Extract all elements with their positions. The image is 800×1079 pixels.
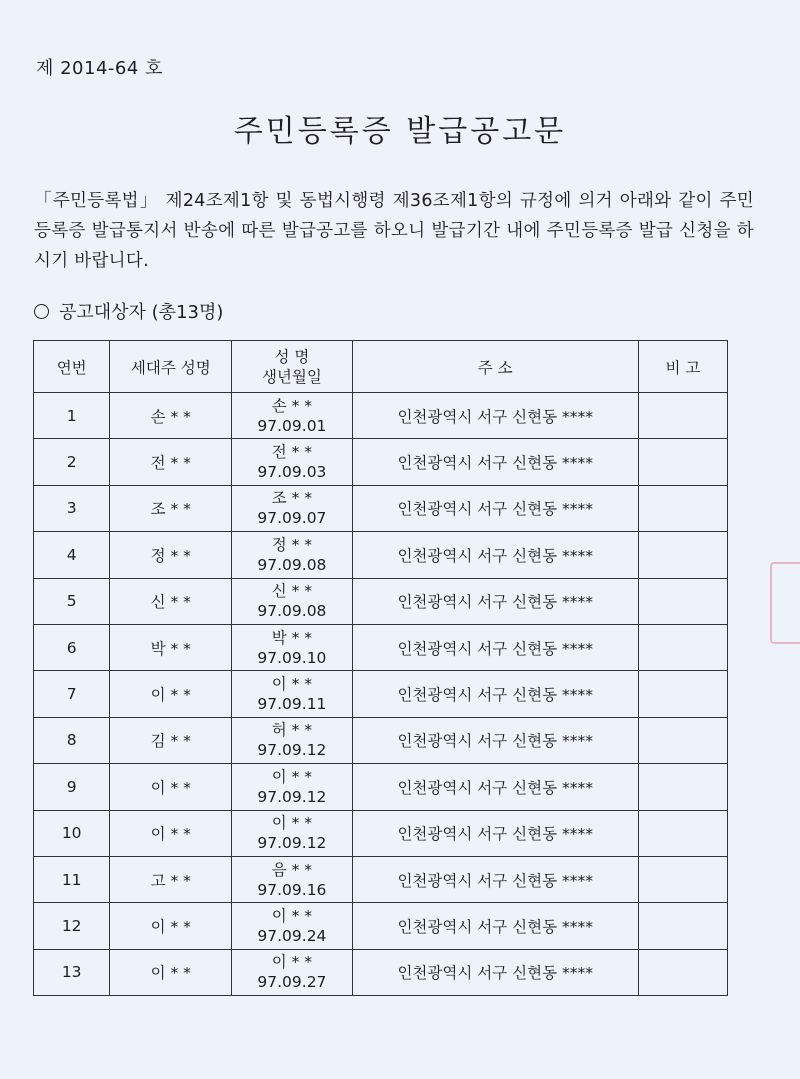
cell-name-birth <box>232 856 352 902</box>
cell-address: 인천광역시 서구 신현동 **** <box>352 671 638 717</box>
header-address: 주 소 <box>352 341 638 393</box>
cell-birth: 97.09.08 <box>257 555 327 574</box>
cell-note <box>638 532 727 578</box>
seal-stamp-mark <box>770 562 800 644</box>
cell-name-birth <box>232 624 352 670</box>
header-note: 비 고 <box>638 341 727 393</box>
table-row <box>34 764 728 810</box>
cell-birth: 97.09.12 <box>257 787 327 806</box>
header-household-head: 세대주 성명 <box>110 341 232 393</box>
cell-name: 허 * * <box>271 721 313 740</box>
cell-address: 인천광역시 서구 신현동 **** <box>352 903 638 949</box>
cell-household-head: 이 * * <box>110 671 232 717</box>
section-heading <box>34 298 223 324</box>
cell-name: 이 * * <box>271 675 313 694</box>
header-birth: 생년월일 <box>261 367 322 386</box>
cell-name: 박 * * <box>271 628 313 647</box>
table-row <box>34 532 728 578</box>
cell-address: 인천광역시 서구 신현동 **** <box>352 578 638 624</box>
cell-no: 5 <box>34 578 110 624</box>
table-body <box>34 393 728 996</box>
cell-name-birth <box>232 485 352 531</box>
cell-name: 정 * * <box>271 535 313 554</box>
table-row <box>34 439 728 485</box>
cell-no: 10 <box>34 810 110 856</box>
cell-birth: 97.09.11 <box>257 695 327 714</box>
cell-address: 인천광역시 서구 신현동 **** <box>352 717 638 763</box>
cell-note <box>638 764 727 810</box>
cell-address: 인천광역시 서구 신현동 **** <box>352 949 638 995</box>
cell-note <box>638 717 727 763</box>
header-name: 성 명 <box>274 347 310 366</box>
cell-household-head: 손 * * <box>110 393 232 439</box>
cell-address: 인천광역시 서구 신현동 **** <box>352 439 638 485</box>
cell-name: 이 * * <box>271 767 313 786</box>
cell-note <box>638 439 727 485</box>
cell-address: 인천광역시 서구 신현동 **** <box>352 485 638 531</box>
circle-bullet-icon <box>34 304 49 319</box>
recipients-table <box>33 340 728 996</box>
section-heading-text: 공고대상자 (총13명) <box>59 302 224 323</box>
cell-household-head: 고 * * <box>110 856 232 902</box>
cell-name: 이 * * <box>271 953 313 972</box>
table-row <box>34 856 728 902</box>
table-row <box>34 393 728 439</box>
cell-name: 음 * * <box>271 860 313 879</box>
cell-birth: 97.09.16 <box>257 880 327 899</box>
intro-paragraph: 「주민등록법」 제24조제1항 및 동법시행령 제36조제1항의 규정에 의거 아래와 같이 주민등록증 발급통지서 반송에 따른 발급공고를 하오니 발급기간 내에 주민등록증 발급 신청을 하시기 바랍니다. <box>34 191 754 271</box>
document-title: 주민등록증 발급공고문 <box>233 114 567 149</box>
cell-address: 인천광역시 서구 신현동 **** <box>352 393 638 439</box>
cell-name: 신 * * <box>271 582 313 601</box>
cell-name-birth <box>232 903 352 949</box>
cell-birth: 97.09.27 <box>257 973 327 992</box>
cell-household-head: 박 * * <box>110 624 232 670</box>
cell-birth: 97.09.08 <box>257 602 327 621</box>
cell-household-head: 조 * * <box>110 485 232 531</box>
cell-no: 7 <box>34 671 110 717</box>
cell-household-head: 김 * * <box>110 717 232 763</box>
table-row <box>34 717 728 763</box>
cell-name: 손 * * <box>271 396 313 415</box>
cell-household-head: 신 * * <box>110 578 232 624</box>
table-row <box>34 810 728 856</box>
table-row <box>34 671 728 717</box>
cell-name-birth <box>232 439 352 485</box>
cell-note <box>638 485 727 531</box>
cell-no: 6 <box>34 624 110 670</box>
cell-name: 이 * * <box>271 814 313 833</box>
cell-birth: 97.09.12 <box>257 741 327 760</box>
table-row <box>34 624 728 670</box>
cell-note <box>638 856 727 902</box>
cell-birth: 97.09.10 <box>257 648 327 667</box>
cell-no: 4 <box>34 532 110 578</box>
cell-name: 전 * * <box>271 443 313 462</box>
cell-birth: 97.09.01 <box>257 416 327 435</box>
table-row <box>34 903 728 949</box>
table-row <box>34 578 728 624</box>
cell-name-birth <box>232 671 352 717</box>
cell-household-head: 이 * * <box>110 903 232 949</box>
cell-no: 3 <box>34 485 110 531</box>
cell-no: 8 <box>34 717 110 763</box>
cell-no: 1 <box>34 393 110 439</box>
cell-household-head: 이 * * <box>110 810 232 856</box>
header-no: 연번 <box>34 341 110 393</box>
cell-name-birth <box>232 949 352 995</box>
cell-household-head: 전 * * <box>110 439 232 485</box>
cell-birth: 97.09.03 <box>257 463 327 482</box>
cell-address: 인천광역시 서구 신현동 **** <box>352 764 638 810</box>
cell-note <box>638 949 727 995</box>
cell-no: 2 <box>34 439 110 485</box>
cell-note <box>638 810 727 856</box>
cell-note <box>638 393 727 439</box>
cell-name-birth <box>232 810 352 856</box>
cell-name: 조 * * <box>271 489 313 508</box>
cell-note <box>638 903 727 949</box>
cell-household-head: 정 * * <box>110 532 232 578</box>
cell-name-birth <box>232 717 352 763</box>
cell-no: 11 <box>34 856 110 902</box>
cell-household-head: 이 * * <box>110 764 232 810</box>
cell-address: 인천광역시 서구 신현동 **** <box>352 856 638 902</box>
cell-no: 12 <box>34 903 110 949</box>
cell-no: 9 <box>34 764 110 810</box>
cell-note <box>638 624 727 670</box>
cell-name: 이 * * <box>271 906 313 925</box>
cell-address: 인천광역시 서구 신현동 **** <box>352 624 638 670</box>
cell-birth: 97.09.07 <box>257 509 327 528</box>
cell-name-birth <box>232 578 352 624</box>
cell-name-birth <box>232 764 352 810</box>
cell-name-birth <box>232 393 352 439</box>
cell-birth: 97.09.24 <box>257 926 327 945</box>
cell-household-head: 이 * * <box>110 949 232 995</box>
cell-address: 인천광역시 서구 신현동 **** <box>352 532 638 578</box>
cell-note <box>638 671 727 717</box>
cell-no: 13 <box>34 949 110 995</box>
table-header-row <box>34 341 728 393</box>
table-row <box>34 485 728 531</box>
table-row <box>34 949 728 995</box>
cell-address: 인천광역시 서구 신현동 **** <box>352 810 638 856</box>
cell-birth: 97.09.12 <box>257 834 327 853</box>
cell-note <box>638 578 727 624</box>
header-name-birth <box>232 341 352 393</box>
cell-name-birth <box>232 532 352 578</box>
document-number: 제 2014-64 호 <box>36 58 163 79</box>
